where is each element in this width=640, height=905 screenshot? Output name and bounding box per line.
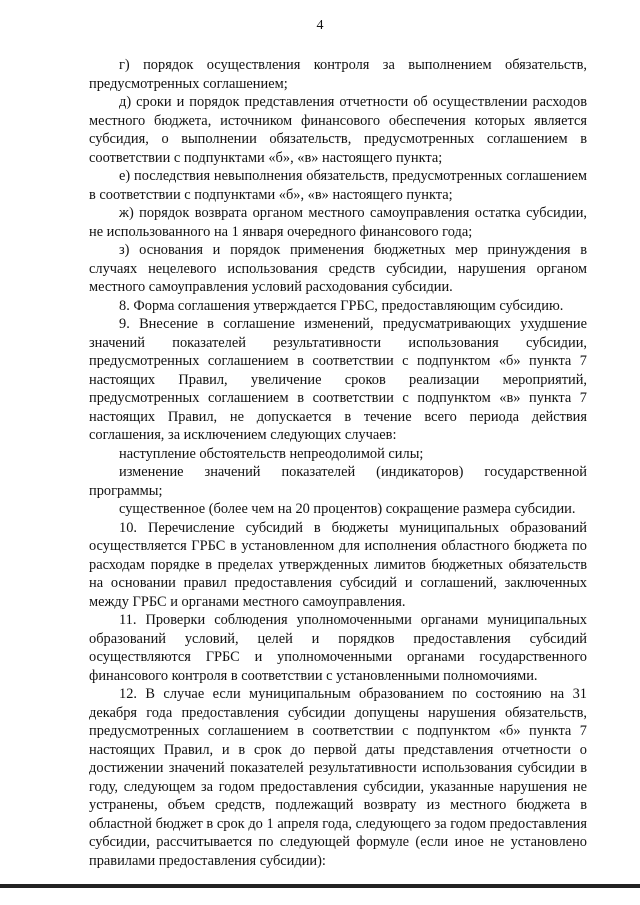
paragraph-sub-d: д) сроки и порядок представления отчетности об осуществлении расходов местного бюджета, источником финансового обеспечения которых является субсидия, о выполнении обязательств, предусмотренных соглашением в соответствии с подпунктами «б», «в» настоящего пункта;: [89, 94, 587, 166]
paragraph-10: 10. Перечисление субсидий в бюджеты муниципальных образований осуществляется ГРБС в установленном для исполнения областного бюджета по расходам порядке в пределах утвержденных лимитов бюджетных обязательств на основании правил предоставления субсидий и соглашений, заключенных между ГРБС и органами местного самоуправления.: [89, 519, 587, 610]
page-bottom-edge: [0, 884, 640, 888]
document-body: [89, 56, 587, 870]
paragraph-sub-z: з) основания и порядок применения бюджетных мер принуждения в случаях нецелевого использования средств субсидии, нарушения органом местного самоуправления условий расходования субсидии.: [89, 242, 587, 295]
paragraph-9-case-3: существенное (более чем на 20 процентов) сокращение размера субсидии.: [119, 501, 576, 517]
paragraph-sub-e: е) последствия невыполнения обязательств, предусмотренных соглашением в соответствии с подпунктами «б», «в» настоящего пункта;: [89, 168, 587, 203]
page-number: 4: [316, 18, 324, 33]
paragraph-sub-g: г) порядок осуществления контроля за выполнением обязательств, предусмотренных соглашением;: [89, 57, 587, 92]
paragraph-sub-zh: ж) порядок возврата органом местного самоуправления остатка субсидии, не использованного на 1 января очередного финансового года;: [89, 205, 587, 240]
paragraph-12: 12. В случае если муниципальным образованием по состоянию на 31 декабря года предоставления субсидии допущены нарушения обязательств, предусмотренных соглашением в соответствии с подпунктом «б» пункта 7 настоящих Правил, и в срок до первой даты представления отчетности о достижении значений показателей результативности использования субсидии в году, следующем за годом предоставления субсидии, указанные нарушения не устранены, объем средств, подлежащий возврату из местного бюджета в областной бюджет в срок до 1 апреля года, следующего за годом предоставления субсидии, рассчитывается по следующей формуле (если иное не установлено правилами предоставления субсидии):: [89, 686, 587, 869]
paragraph-11: 11. Проверки соблюдения уполномоченными органами муниципальных образований условий, целей и порядков предоставления субсидий осуществляются ГРБС и уполномоченными органами государственного финансового контроля в соответствии с установленными полномочиями.: [89, 612, 587, 684]
paragraph-9: 9. Внесение в соглашение изменений, предусматривающих ухудшение значений показателей результативности использования субсидии, предусмотренных соглашением в соответствии с подпунктом «б» пункта 7 настоящих Правил, увеличение сроков реализации мероприятий, предусмотренных соглашением в соответствии с подпунктом «в» пункта 7 настоящих Правил, не допускается в течение всего периода действия соглашения, за исключением следующих случаев:: [89, 316, 587, 443]
paragraph-8: 8. Форма соглашения утверждается ГРБС, предоставляющим субсидию.: [119, 297, 564, 314]
paragraph-9-case-2: изменение значений показателей (индикаторов) государственной программы;: [89, 464, 587, 499]
paragraph-9-case-1: наступление обстоятельств непреодолимой силы;: [119, 445, 424, 462]
